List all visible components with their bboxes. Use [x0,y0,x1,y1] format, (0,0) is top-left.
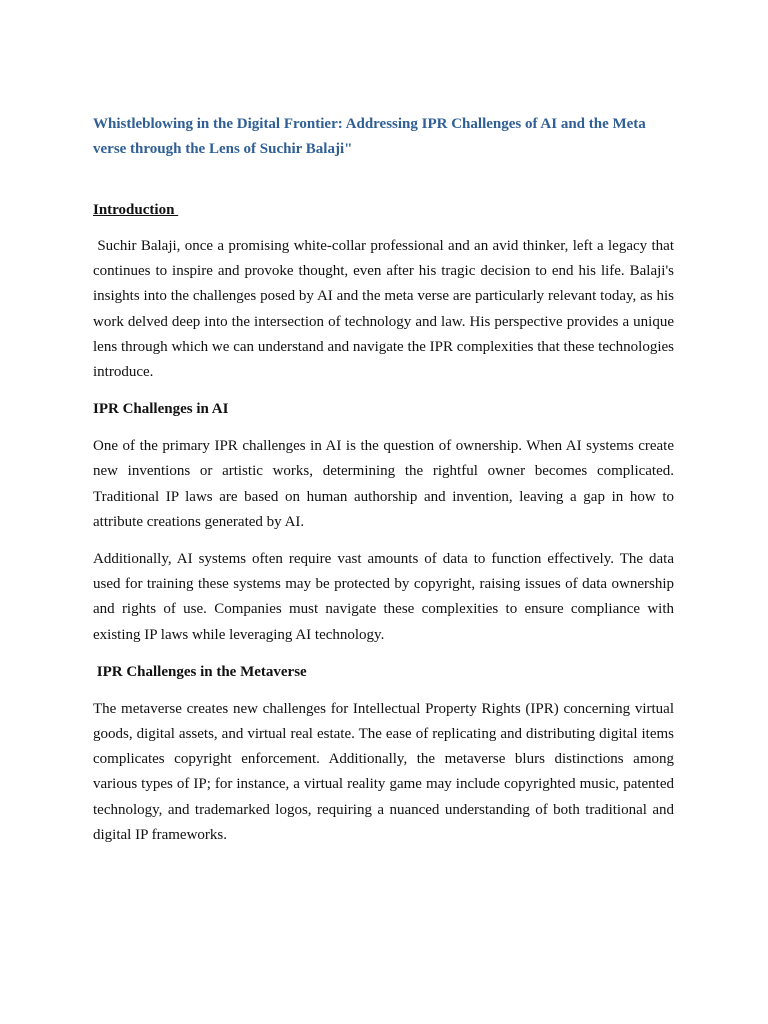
introduction-heading: Introduction [93,202,179,218]
metaverse-section-heading: IPR Challenges in the Metaverse [93,663,307,680]
document-body [93,112,678,860]
introduction-paragraph: Suchir Balaji, once a promising white-collar professional and an avid thinker, left a legacy that continues to inspire and provoke thought, even after his tragic decision to end his life. Balaji's insights into the challenges posed by AI and the meta verse are particularly relevant today, as his work delved deep into the intersection of technology and law. His perspective provides a unique lens through which we can understand and navigate the IPR complexities that these technologies introduce. [93,238,678,381]
document-title: Whistleblowing in the Digital Frontier: Addressing IPR Challenges of AI and the Meta verse through the Lens of Suchir Balaji" [93,116,646,157]
metaverse-paragraph: The metaverse creates new challenges for Intellectual Property Rights (IPR) concerning virtual goods, digital assets, and virtual real estate. The ease of replicating and distributing digital items complicates copyright enforcement. Additionally, the metaverse blurs distinctions among various types of IP; for instance, a virtual reality game may include copyrighted music, patented technology, and trademarked logos, requiring a nuanced understanding of both traditional and digital IP frameworks. [93,700,678,843]
ai-section-heading: IPR Challenges in AI [93,401,229,418]
ai-paragraph-1: One of the primary IPR challenges in AI is the question of ownership. When AI systems create new inventions or artistic works, determining the rightful owner becomes complicated. Traditional IP laws are based on human authorship and invention, leaving a gap in how to attribute creations generated by AI. [93,438,678,530]
ai-paragraph-2: Additionally, AI systems often require vast amounts of data to function effectively. The data used for training these systems may be protected by copyright, raising issues of data ownership and rights of use. Companies must navigate these complexities to ensure compliance with existing IP laws while leveraging AI technology. [93,551,678,643]
